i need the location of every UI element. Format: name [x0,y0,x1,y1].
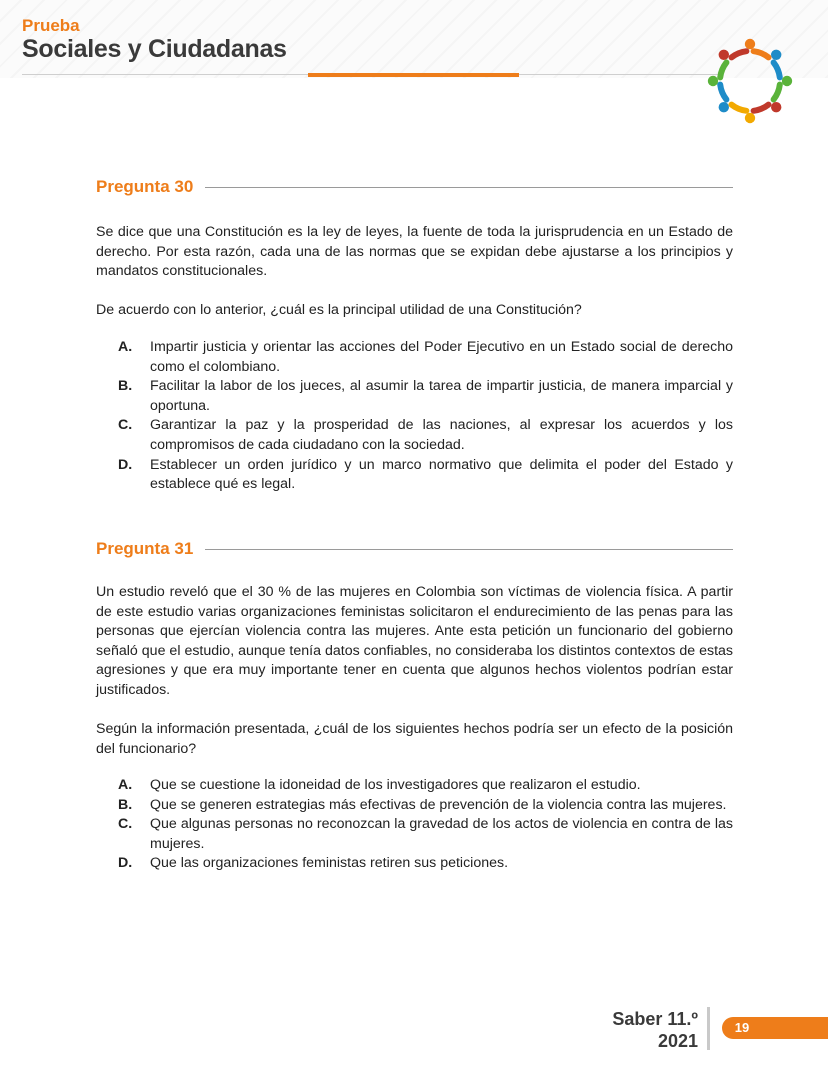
exam-name: Saber 11.º [612,1009,698,1029]
logo-arm [720,85,726,100]
option-c[interactable] [118,416,733,455]
logo-head [708,76,718,86]
option-d[interactable] [118,456,733,495]
logo-arm [720,63,726,78]
option-a[interactable] [118,776,733,796]
logo-head [771,102,781,112]
logo-arm [774,63,780,78]
question-31-context: Un estudio reveló que el 30 % de las mujeres en Colombia son víctimas de violencia física. A partir de este estudio varias organizaciones feministas solicitaron el endurecimiento de las penas para las personas que ejercían violencia contra las mujeres. Ante esta petición un funcionario del gobierno señaló que el estudio, aunque tenía datos confiables, no consideraba los distintos contextos de estas agresiones y que era muy importante tener en cuenta que algunos hechos violentos podrían estar justificados. [96,584,733,698]
option-letter: C. [118,417,133,434]
option-text: Impartir justicia y orientar las acciones del Poder Ejecutivo en un Estado social de derecho como el colombiano. [150,339,733,375]
logo-arm [754,105,769,111]
footer-exam-label [612,1008,698,1052]
option-letter: B. [118,796,133,813]
option-b[interactable] [118,377,733,416]
footer-separator [707,1007,710,1050]
exam-year: 2021 [657,1031,698,1051]
option-b[interactable] [118,796,733,816]
question-rule [205,549,733,550]
question-30-context: Se dice que una Constitución es la ley de leyes, la fuente de toda la jurisprudencia en un Estado de derecho. Por esta razón, cada una de las normas que se expidan debe ajustarse a los principios y mandatos constitucionales. [96,224,733,280]
option-d[interactable] [118,854,733,874]
logo-head [745,39,755,49]
people-circle-logo [704,38,796,124]
option-letter: C. [118,816,133,833]
option-letter: B. [118,378,133,395]
question-31-options [118,776,733,874]
question-title: Pregunta 31 [96,539,194,558]
question-title: Pregunta 30 [96,177,194,196]
header-accent-bar [308,73,519,77]
option-letter: A. [118,777,133,793]
logo-arm [732,105,747,111]
option-text: Establecer un orden jurídico y un marco normativo que delimita el poder del Estado y establece qué es legal. [150,456,733,493]
question-31-prompt: Según la información presentada, ¿cuál de los siguientes hechos podría ser un efecto de la posición del funcionario? [96,721,733,757]
option-letter: A. [118,339,133,355]
logo-head [719,102,729,112]
option-letter: D. [118,456,133,473]
option-text: Garantizar la paz y la prosperidad de las naciones, al expresar los acuerdos y los compromisos de cada ciudadano con la sociedad. [150,417,733,453]
logo-head [771,50,781,60]
option-text: Que algunas personas no reconozcan la gravedad de los actos de violencia en contra de las mujeres. [150,816,733,852]
subject-title: Sociales y Ciudadanas [22,35,287,63]
option-text: Que se generen estrategias más efectivas de prevención de la violencia contra las mujeres. [150,796,727,813]
question-30-header [96,176,733,198]
option-text: Que se cuestione la idoneidad de los investigadores que realizaron el estudio. [150,777,641,793]
question-rule [205,187,733,188]
page-number: 19 [734,1020,750,1035]
test-label: Prueba [22,16,80,35]
logo-head [719,50,729,60]
logo-arm [774,85,780,100]
question-30-prompt: De acuerdo con lo anterior, ¿cuál es la principal utilidad de una Constitución? [96,302,582,318]
logo-arm [732,51,747,57]
question-31-header [96,538,733,560]
option-a[interactable] [118,338,733,377]
logo-head [782,76,792,86]
logo-head [745,113,755,123]
logo-arm [754,51,769,57]
option-text: Que las organizaciones feministas retiren sus peticiones. [150,855,509,872]
option-c[interactable] [118,815,733,854]
option-text: Facilitar la labor de los jueces, al asumir la tarea de impartir justicia, de manera imparcial y oportuna. [150,378,733,414]
question-30-options [118,338,733,495]
option-letter: D. [118,855,133,872]
